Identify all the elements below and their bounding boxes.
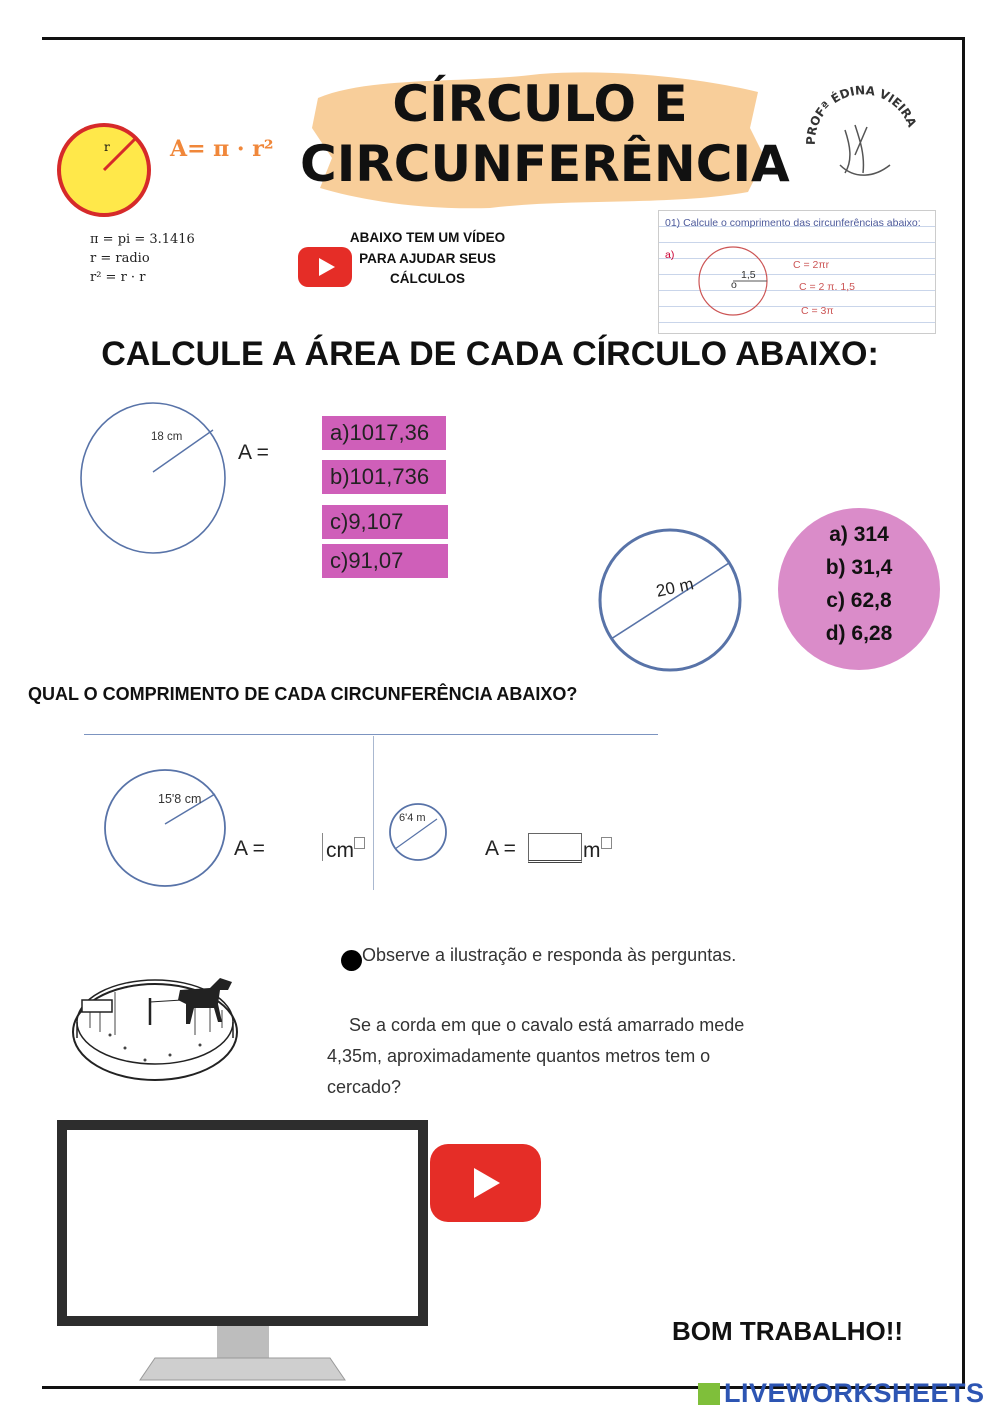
superscript-box: [601, 837, 612, 849]
circle-4-label: 6'4 m: [399, 812, 426, 824]
watermark-text: LIVEWORKSHEETS: [724, 1378, 985, 1408]
thumb-item: a): [665, 249, 675, 261]
divider-line: [84, 734, 658, 735]
example-thumbnail: [658, 210, 936, 334]
page-border-top: [42, 37, 964, 40]
question-line: Se a corda em que o cavalo está amarrado mede: [349, 1015, 745, 1035]
youtube-play-button[interactable]: [430, 1144, 541, 1222]
circle-15-8cm: [103, 768, 229, 890]
video-note-line: ABAIXO TEM UM VÍDEO: [349, 230, 506, 245]
video-note-line: PARA AJUDAR SEUS: [359, 250, 496, 266]
radius-label: r: [104, 140, 110, 154]
question-line: cercado?: [327, 1077, 402, 1097]
legend-line: π = pi = 3.1416: [90, 232, 195, 247]
option-c[interactable]: c)9,107: [322, 505, 448, 539]
option-2-d[interactable]: d) 6,28: [825, 622, 893, 645]
bullet-point: [341, 950, 362, 971]
unit-label-2: [583, 837, 612, 863]
thumb-formula: C = 2 π. 1,5: [799, 281, 855, 293]
thumb-formula: C = 2πr: [793, 259, 830, 271]
youtube-play-icon[interactable]: [298, 247, 352, 287]
legend-line: r² = r · r: [90, 270, 146, 285]
answer-input-1[interactable]: [272, 833, 323, 861]
divider-vertical: [373, 736, 374, 890]
page-title: [300, 74, 790, 194]
yellow-circle-figure: [52, 118, 157, 223]
unit-label-1: [326, 837, 365, 863]
author-logo: [805, 85, 920, 185]
horse-question: [327, 1010, 827, 1103]
video-note-line: CÁLCULOS: [390, 271, 465, 286]
dove-logo-icon: [805, 85, 920, 185]
option-2-a[interactable]: a) 314: [829, 523, 889, 546]
answer-options: [778, 518, 940, 650]
monitor-video-frame[interactable]: [55, 1118, 430, 1386]
thumb-center: o: [731, 279, 737, 291]
thumb-question: 01) Calcule o comprimento das circunferências abaixo:: [665, 217, 921, 229]
horse-corral-illustration: [70, 960, 242, 1085]
circumference-heading: QUAL O COMPRIMENTO DE CADA CIRCUNFERÊNCIA ABAIXO?: [28, 684, 578, 704]
thumb-formula: C = 3π: [801, 305, 834, 317]
thumb-radius: 1,5: [741, 269, 756, 281]
area-label: A =: [234, 837, 265, 860]
circle-18cm: [78, 400, 230, 558]
question-line: 4,35m, aproximadamente quantos metros tem o: [327, 1046, 711, 1066]
page-border-right: [962, 37, 965, 1389]
circle-2-label: 20 m: [654, 574, 696, 601]
option-b[interactable]: b)101,736: [322, 460, 446, 494]
liveworksheets-logo-icon: [698, 1383, 720, 1405]
area-label: A =: [485, 837, 516, 860]
horse-instruction: Observe a ilustração e responda às perguntas.: [362, 945, 737, 965]
circle-20m: [597, 527, 745, 675]
liveworksheets-watermark: [698, 1378, 985, 1409]
circle-6-4m: [387, 801, 449, 863]
area-label: A =: [238, 441, 269, 464]
formula-legend: [90, 230, 195, 287]
svg-text:PROFª ÉDINA VIEIRA: PROFª ÉDINA VIEIRA: [805, 85, 920, 146]
closing-message: BOM TRABALHO!!: [672, 1316, 904, 1346]
area-heading: CALCULE A ÁREA DE CADA CÍRCULO ABAIXO:: [101, 335, 879, 373]
unit-text: m: [583, 839, 601, 862]
unit-text: cm: [326, 839, 354, 862]
option-2-b[interactable]: b) 31,4: [825, 556, 893, 579]
option-a[interactable]: a)1017,36: [322, 416, 446, 450]
superscript-box: [354, 837, 365, 849]
title-line-1: CÍRCULO E: [392, 75, 688, 133]
circle-3-label: 15'8 cm: [158, 792, 202, 806]
title-line-2: CIRCUNFERÊNCIA: [300, 135, 790, 193]
option-2-c[interactable]: c) 62,8: [826, 589, 892, 612]
area-formula: A= π · r²: [170, 136, 274, 162]
option-d[interactable]: c)91,07: [322, 544, 448, 578]
circle-1-label: 18 cm: [151, 431, 183, 443]
answer-input-2[interactable]: [528, 833, 582, 863]
legend-line: r = radio: [90, 251, 150, 266]
video-note: [335, 228, 520, 290]
